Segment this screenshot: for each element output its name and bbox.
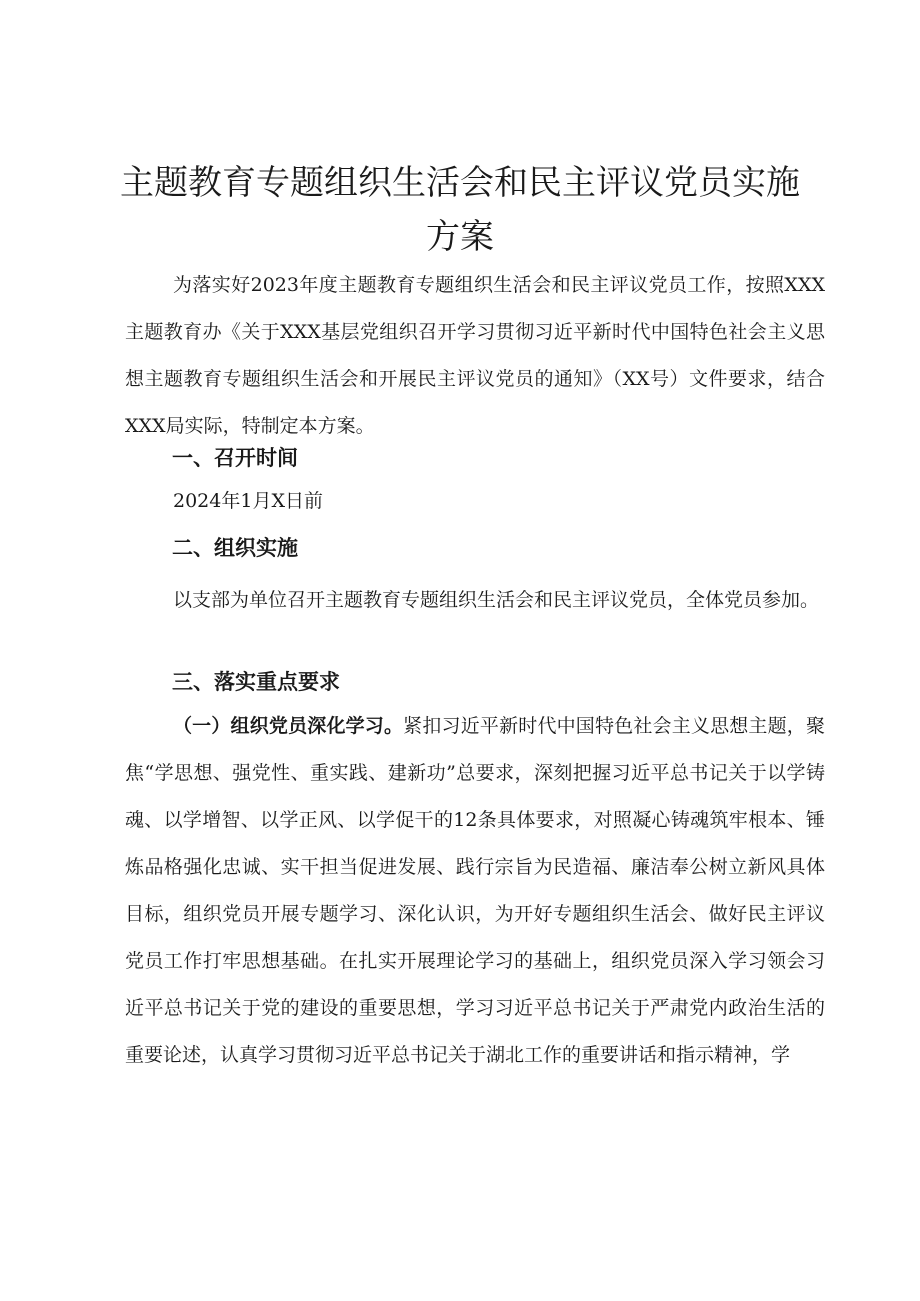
section1-heading: 一、召开时间 bbox=[172, 446, 298, 470]
section3-item1-paragraph bbox=[125, 703, 825, 1079]
section1-body: 2024年1月X日前 bbox=[173, 490, 323, 512]
section3-item1-lead: （一）组织党员深化学习。 bbox=[173, 715, 404, 737]
section3-heading: 三、落实重点要求 bbox=[172, 670, 340, 694]
section3-item1-body: 紧扣习近平新时代中国特色社会主义思想主题，聚焦“学思想、强党性、重实践、建新功”总要求，深刻把握习近平总书记关于以学铸魂、以学增智、以学正风、以学促干的12条具体要求，对照凝心铸魂筑牢根本、锤炼品格强化忠诚、实干担当促进发展、践行宗旨为民造福、廉洁奉公树立新风具体目标，组织党员开展专题学习、深化认识，为开好专题组织生活会、做好民主评议党员工作打牢思想基础。在扎实开展理论学习的基础上，组织党员深入学习领会习近平总书记关于党的建设的重要思想，学习习近平总书记关于严肃党内政治生活的重要论述，认真学习贯彻习近平总书记关于湖北工作的重要讲话和指示精神，学 bbox=[125, 715, 825, 1066]
document-title-line2: 方案 bbox=[426, 217, 494, 257]
section2-heading: 二、组织实施 bbox=[172, 536, 298, 560]
intro-paragraph: 为落实好2023年度主题教育专题组织生活会和民主评议党员工作，按照XXX主题教育办《关于XXX基层党组织召开学习贯彻习近平新时代中国特色社会主义思想主题教育专题组织生活会和开展民主评议党员的通知》（XX号）文件要求，结合XXX局实际，特制定本方案。 bbox=[125, 274, 825, 437]
section2-body: 以支部为单位召开主题教育专题组织生活会和民主评议党员，全体党员参加。 bbox=[173, 589, 820, 611]
document-title-line1: 主题教育专题组织生活会和民主评议党员实施 bbox=[120, 163, 800, 203]
